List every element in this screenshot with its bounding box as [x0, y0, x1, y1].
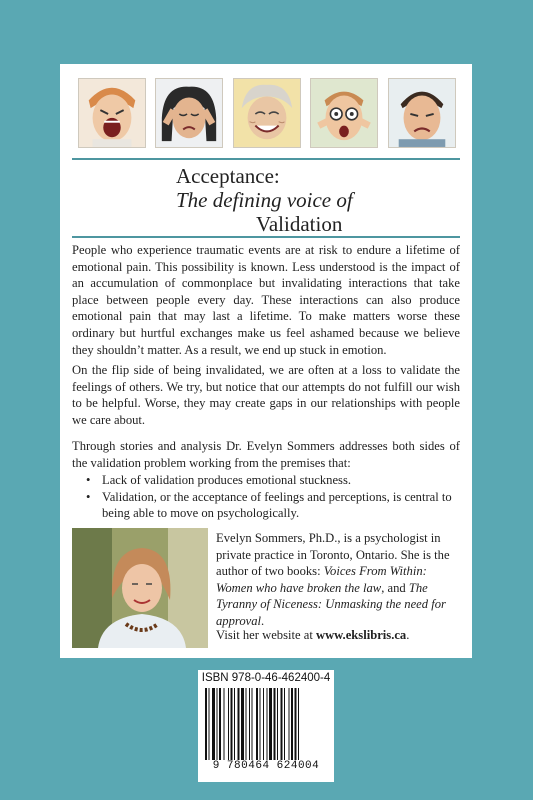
- back-cover-panel: [60, 64, 472, 658]
- crying-girl-face-icon: [155, 78, 223, 148]
- description-paragraph-1: People who experience traumatic events are at risk to endure a lifetime of emotional pain. This possibility is known. Less understood is the impact of an accumulation of commonplace but invalidating interactions that take place between people every day. These interactions can also produce emotional pain that may last a lifetime. To make matters worse these ordinary but hurtful exchanges make us feel ashamed because we believe they shouldn’t matter. As a result, we end up stuck in emotion.: [72, 243, 460, 357]
- description-paragraph-3: Through stories and analysis Dr. Evelyn Sommers addresses both sides of the validation problem working from the premises that:: [72, 439, 460, 470]
- screaming-boy-face-icon: [78, 78, 146, 148]
- faces-strip: [78, 78, 456, 150]
- premise-text: Lack of validation produces emotional stuckness.: [102, 473, 352, 487]
- barcode-box: [198, 670, 334, 782]
- top-divider: [72, 158, 460, 160]
- isbn-label: ISBN 978-0-46-462400-4: [201, 672, 331, 684]
- smiling-grandmother-face-icon: [233, 78, 301, 148]
- list-item: [72, 489, 460, 522]
- title-line-1: Acceptance:: [176, 164, 280, 188]
- premise-text: Validation, or the acceptance of feelings and perceptions, is central to being able to move on psychologically.: [102, 489, 452, 521]
- surprised-man-face-icon: [310, 78, 378, 148]
- description-paragraph-2: On the flip side of being invalidated, we are often at a loss to validate the feelings of others. We try, but notice that our attempts do not fulfill our wish to be helpful. Worse, they may create gaps in our relationships with people we care about.: [72, 363, 460, 427]
- bio-text-3: .: [261, 613, 265, 628]
- author-photo: [72, 528, 208, 648]
- list-item: [72, 472, 460, 489]
- title-line-2: The defining voice of: [176, 188, 353, 212]
- author-bio: [216, 530, 460, 630]
- pouting-boy-face-icon: [388, 78, 456, 148]
- premises-list: [72, 472, 460, 522]
- isbn-digits: 9 780464 624004: [212, 760, 320, 772]
- book-title-2: The Tyranny of Niceness: Unmasking the need for approval: [216, 580, 446, 628]
- bio-text-1: Evelyn Sommers, Ph.D., is a psychologist in private practice in Toronto, Ontario. She is the author of two books:: [216, 531, 450, 579]
- bullet-marker: •: [86, 473, 91, 487]
- website-suffix: .: [406, 628, 410, 642]
- website-prefix: Visit her website at: [216, 628, 316, 642]
- title-divider: [72, 236, 460, 238]
- book-title-1: Voices From Within: Women who have broken the law: [216, 564, 427, 595]
- barcode-icon: [204, 688, 328, 760]
- bullet-marker: •: [86, 489, 91, 504]
- website-line: [216, 628, 460, 643]
- website-link[interactable]: www.ekslibris.ca: [315, 628, 407, 642]
- bio-text-2: , and: [381, 580, 409, 595]
- title-line-3: Validation: [256, 212, 343, 236]
